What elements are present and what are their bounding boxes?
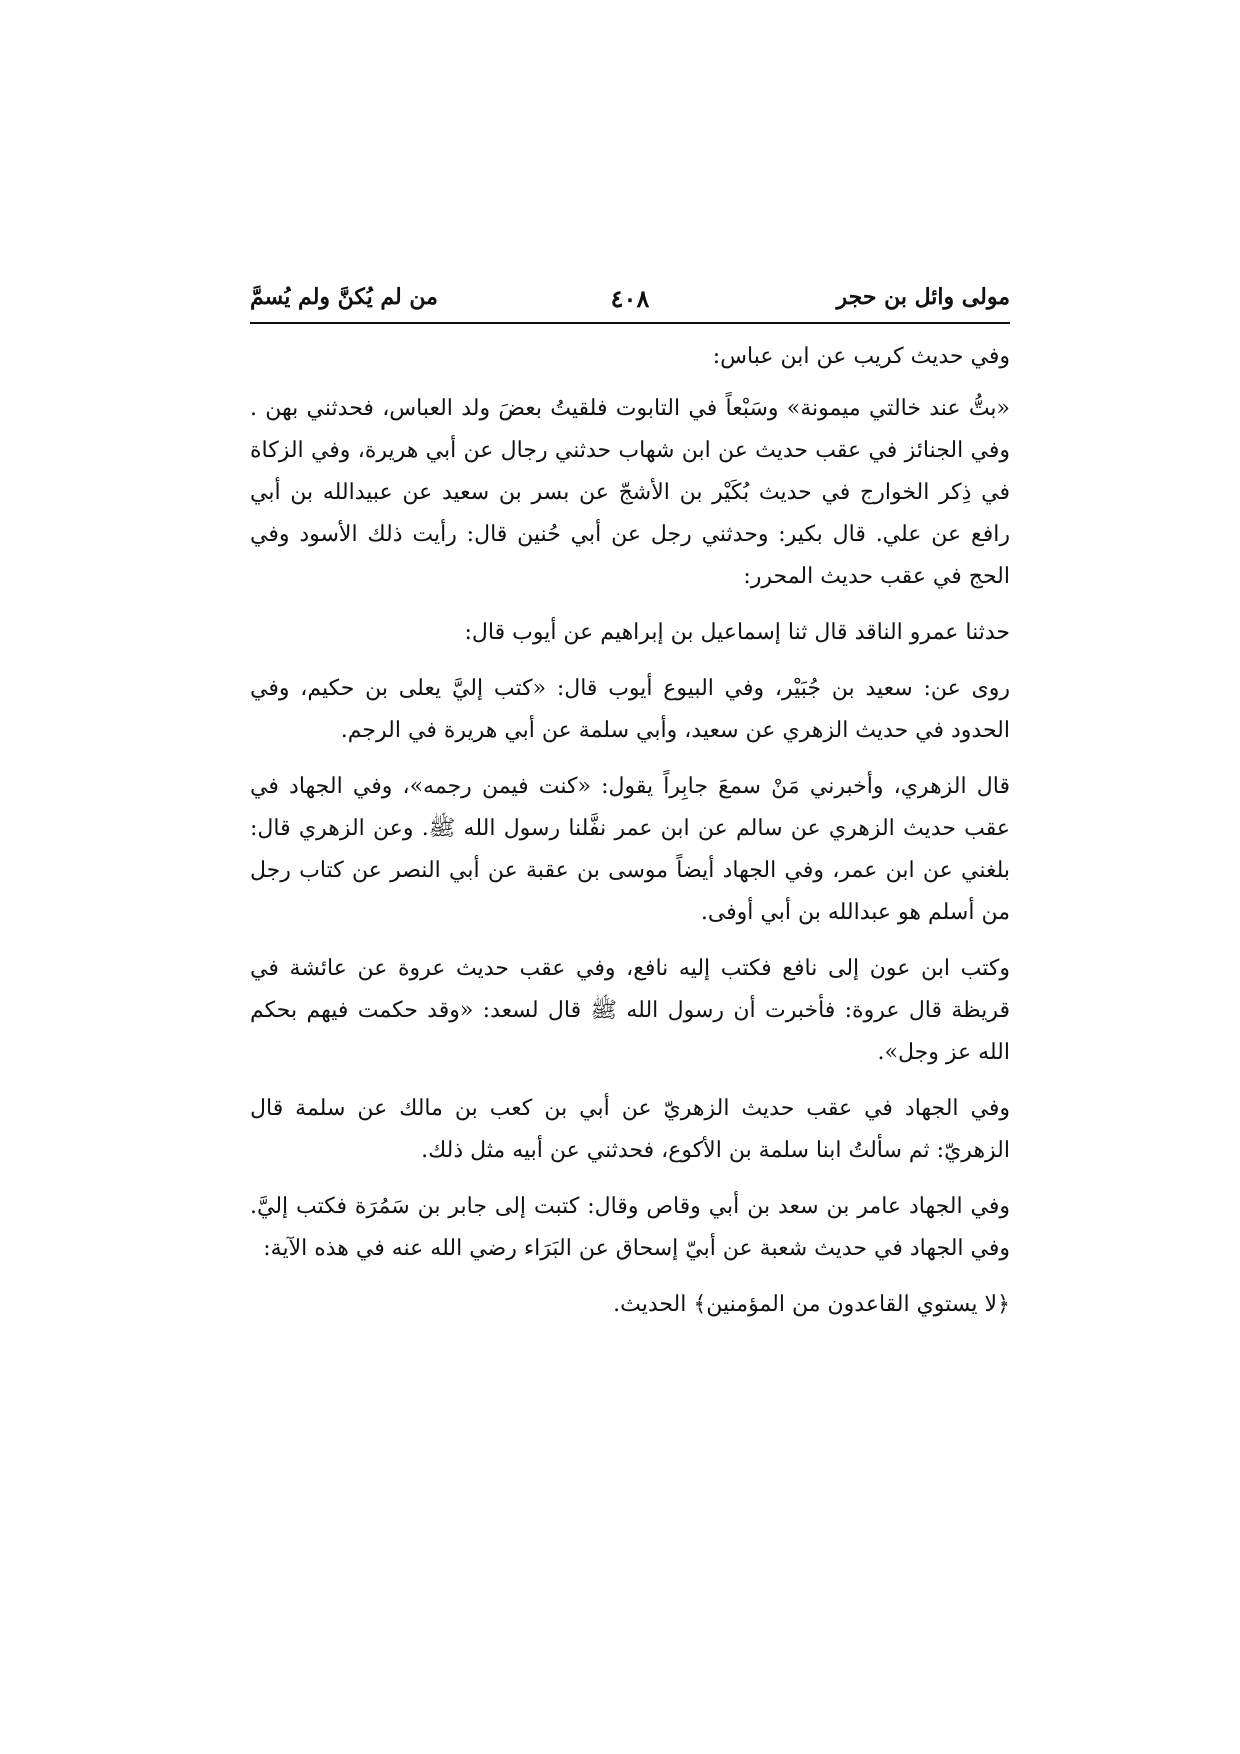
paragraph: وكتب ابن عون إلى نافع فكتب إليه نافع، وفي عقب حديث عروة عن عائشة في قريظة قال عروة: فأخبرت أن رسول الله ﷺ قال لسعد: «وقد حكمت فيهم بحكم الله عز وجل».	[250, 956, 1010, 1065]
quran-verse-paragraph: ﴿لا يستوي القاعدون من المؤمنين﴾ الحديث.	[613, 1292, 1010, 1317]
paragraph: حدثنا عمرو الناقد قال ثنا إسماعيل بن إبراهيم عن أيوب قال:	[464, 620, 1010, 645]
paragraph: روى عن: سعيد بن جُبَيْر، وفي البيوع أيوب قال: «كتب إليَّ يعلى بن حكيم، وفي الحدود في حديث الزهري عن سعيد، وأبي سلمة عن أبي هريرة في الرجم.	[250, 676, 1010, 743]
header-chapter-title: مولى وائل بن حجر	[836, 284, 1010, 310]
page-number: ٤٠٨	[610, 284, 650, 313]
header-divider	[250, 322, 1010, 324]
header-section-title: من لم يُكنَّ ولم يُسمَّ	[250, 284, 438, 310]
paragraph: وفي الجهاد في عقب حديث الزهريّ عن أبي بن كعب بن مالك عن سلمة قال الزهريّ: ثم سألتُ ابنا سلمة بن الأكوع، فحدثني عن أبيه مثل ذلك.	[250, 1096, 1010, 1163]
paragraph: «بتُّ عند خالتي ميمونة» وسَبْعاً في التابوت فلقيتُ بعضَ ولد العباس، فحدثني بهن . وفي الجنائز في عقب حديث عن ابن شهاب حدثني رجال عن أبي هريرة، وفي الزكاة في ذِكر الخوارج في حديث بُكَيْر بن الأشجّ عن بسر بن سعيد عن عبيدالله بن أبي رافع عن علي. قال بكير: وحدثني رجل عن أبي حُنين قال: رأيت ذلك الأسود وفي الحج في عقب حديث المحرر:	[250, 396, 1010, 589]
running-header	[250, 280, 1010, 320]
paragraph: وفي الجهاد عامر بن سعد بن أبي وقاص وقال: كتبت إلى جابر بن سَمُرَة فكتب إليَّ. وفي الجهاد في حديث شعبة عن أبيّ إسحاق عن البَرَاء رضي الله عنه في هذه الآية:	[250, 1194, 1010, 1261]
main-text	[250, 336, 1010, 1340]
paragraph: وفي حديث كريب عن ابن عباس:	[712, 344, 1010, 369]
paragraph: قال الزهري، وأخبرني مَنْ سمعَ جابِراً يقول: «كنت فيمن رجمه»، وفي الجهاد في عقب حديث الزهري عن سالم عن ابن عمر نفَّلنا رسول الله ﷺ. وعن الزهري قال: بلغني عن ابن عمر، وفي الجهاد أيضاً موسى بن عقبة عن أبي النصر عن كتاب رجل من أسلم هو عبدالله بن أبي أوفى.	[250, 774, 1010, 925]
